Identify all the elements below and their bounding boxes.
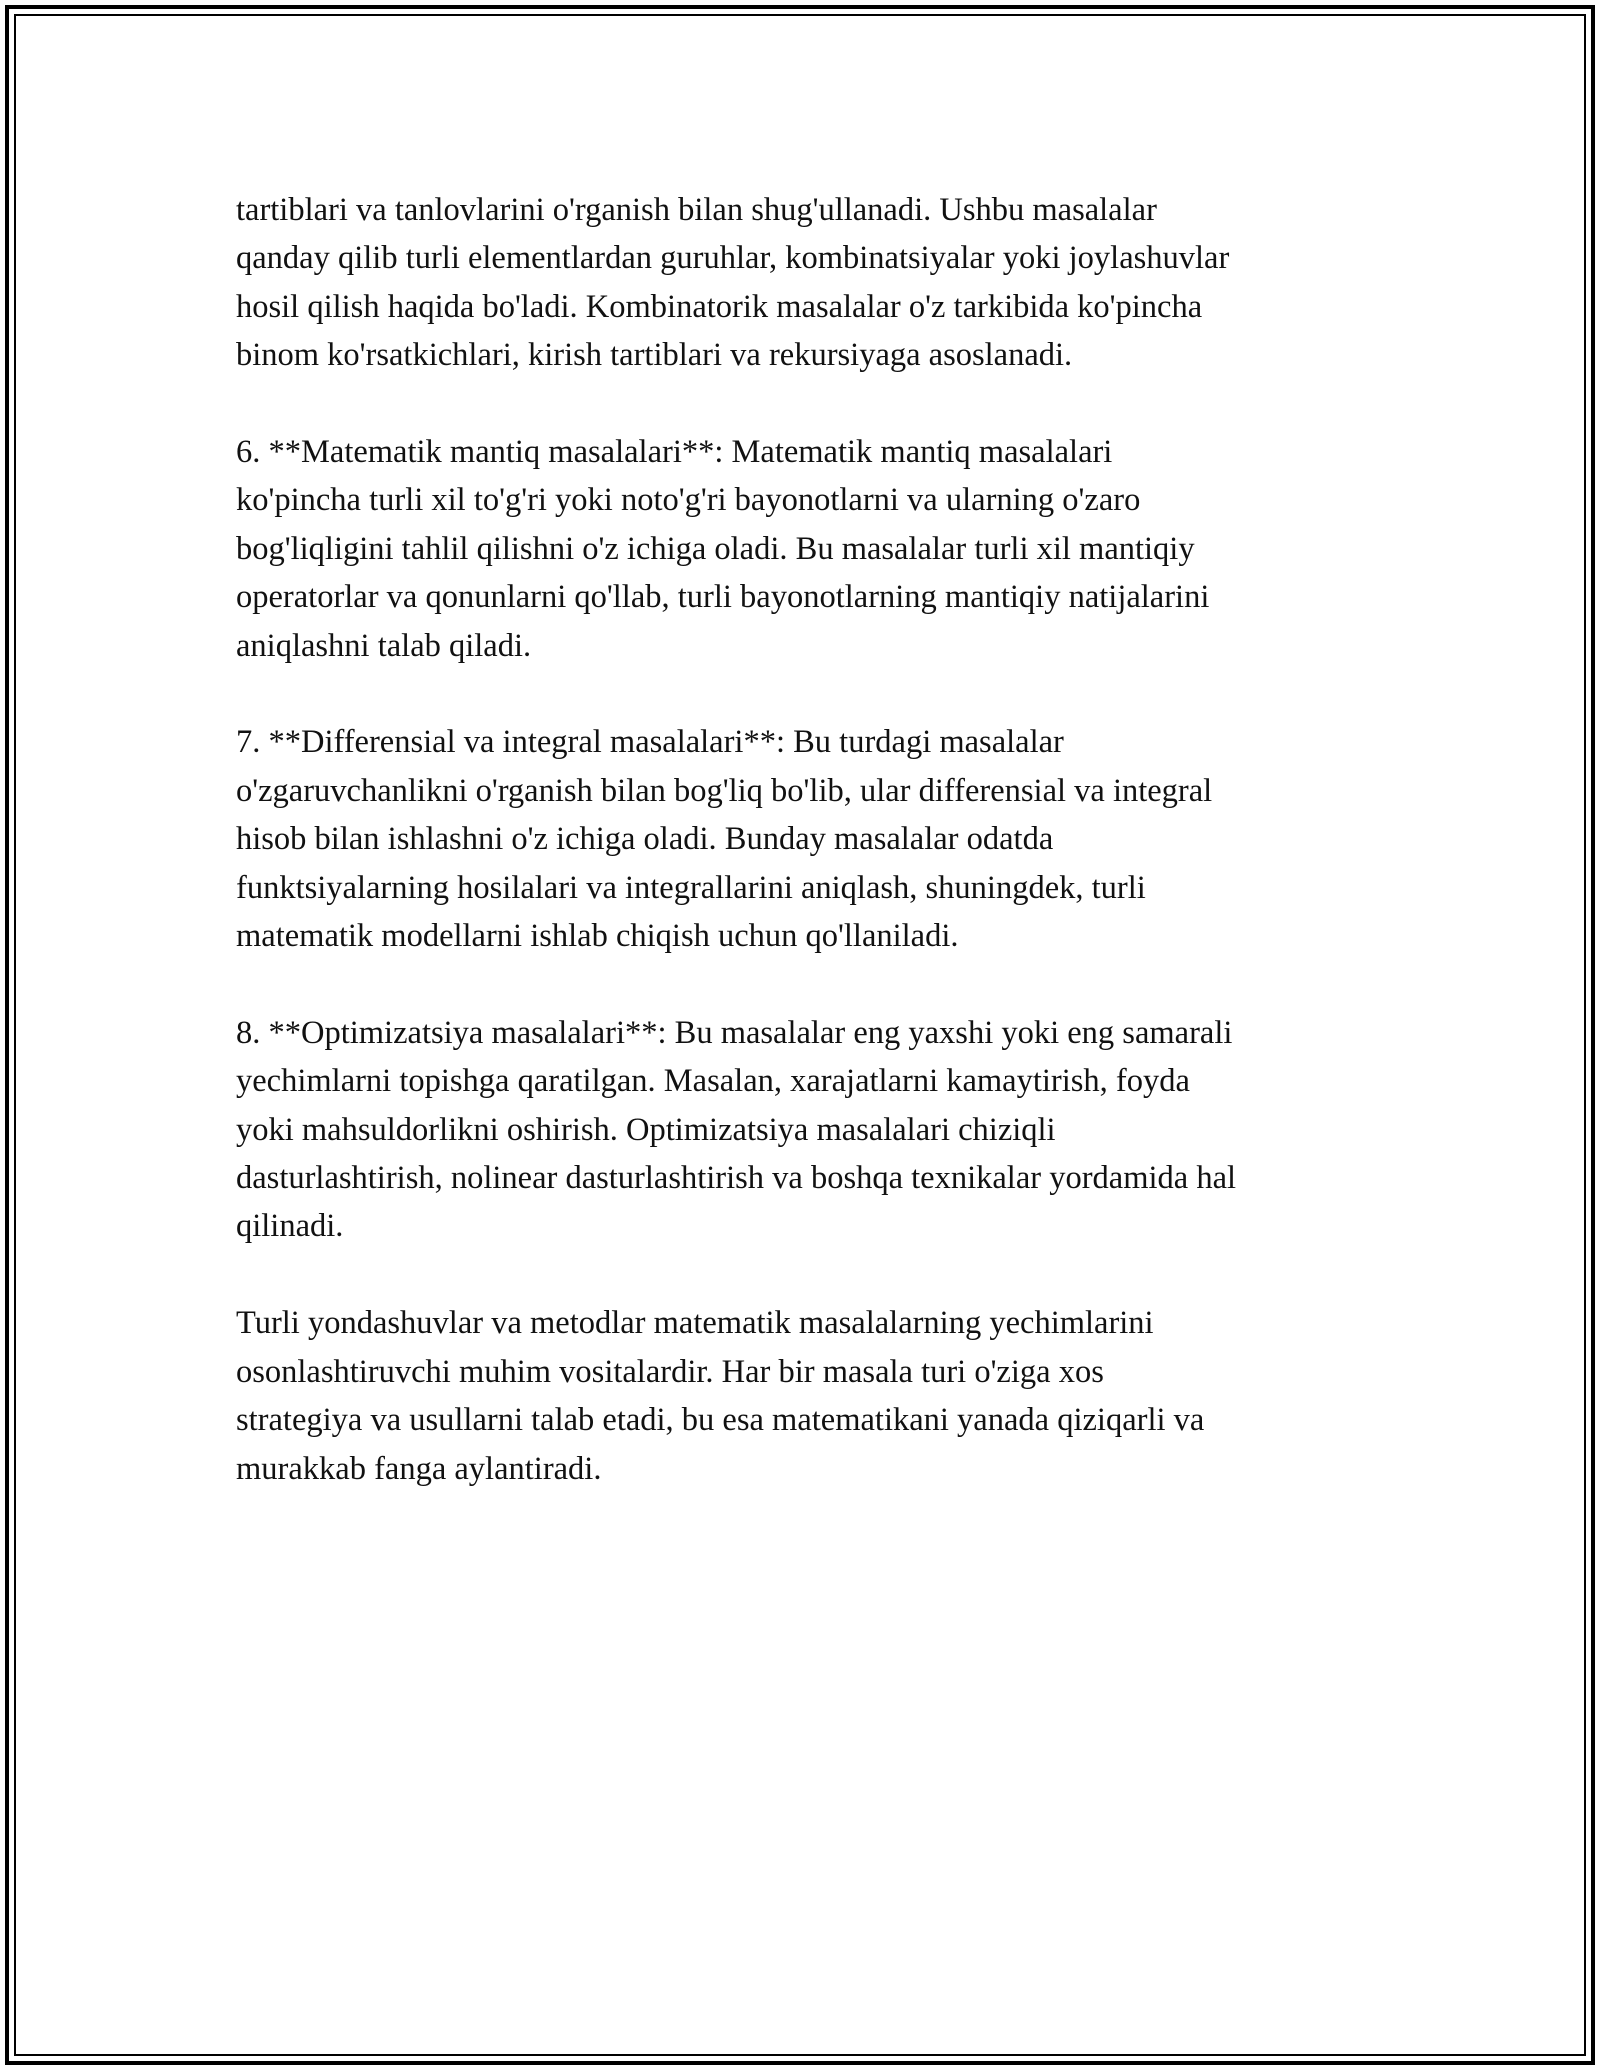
- text-line: murakkab fanga aylantiradi.: [236, 1450, 602, 1487]
- paragraph-optimization: [236, 1009, 1416, 1251]
- document-body: [236, 186, 1416, 1541]
- text-line: 8. **Optimizatsiya masalalari**: Bu masalalar eng yaxshi yoki eng samarali: [236, 1014, 1233, 1051]
- text-line: operatorlar va qonunlarni qo'llab, turli bayonotlarning mantiqiy natijalarini: [236, 579, 1210, 616]
- text-line: hosil qilish haqida bo'ladi. Kombinatorik masalalar o'z tarkibida ko'pincha: [236, 288, 1203, 325]
- text-line: qilinadi.: [236, 1208, 344, 1245]
- text-line: aniqlashni talab qiladi.: [236, 627, 532, 664]
- paragraph-conclusion: [236, 1299, 1416, 1493]
- text-line: o'zgaruvchanlikni o'rganish bilan bog'liq bo'lib, ular differensial va integral: [236, 772, 1213, 809]
- text-line: matematik modellarni ishlab chiqish uchun qo'llaniladi.: [236, 918, 959, 955]
- text-line: yechimlarni topishga qaratilgan. Masalan, xarajatlarni kamaytirish, foyda: [236, 1063, 1190, 1100]
- text-line: strategiya va usullarni talab etadi, bu esa matematikani yanada qiziqarli va: [236, 1402, 1205, 1439]
- text-line: hisob bilan ishlashni o'z ichiga oladi. Bunday masalalar odatda: [236, 821, 1054, 858]
- text-line: 6. **Matematik mantiq masalalari**: Matematik mantiq masalalari: [236, 434, 1113, 471]
- text-line: qanday qilib turli elementlardan guruhlar, kombinatsiyalar yoki joylashuvlar: [236, 240, 1230, 277]
- paragraph-differential-integral: [236, 718, 1416, 960]
- text-line: dasturlashtirish, nolinear dasturlashtirish va boshqa texnikalar yordamida hal: [236, 1160, 1237, 1197]
- text-line: bog'liqligini tahlil qilishni o'z ichiga oladi. Bu masalalar turli xil mantiqiy: [236, 530, 1195, 567]
- text-line: binom ko'rsatkichlari, kirish tartiblari va rekursiyaga asoslanadi.: [236, 337, 1073, 374]
- text-line: funktsiyalarning hosilalari va integrallarini aniqlash, shuningdek, turli: [236, 869, 1146, 906]
- text-line: Turli yondashuvlar va metodlar matematik masalalarning yechimlarini: [236, 1305, 1154, 1342]
- paragraph-logic-problems: [236, 428, 1416, 670]
- text-line: osonlashtiruvchi muhim vositalardir. Har bir masala turi o'ziga xos: [236, 1353, 1104, 1390]
- text-line: yoki mahsuldorlikni oshirish. Optimizatsiya masalalari chiziqli: [236, 1111, 1056, 1148]
- text-line: tartiblari va tanlovlarini o'rganish bilan shug'ullanadi. Ushbu masalalar: [236, 192, 1157, 228]
- text-line: 7. **Differensial va integral masalalari**: Bu turdagi masalalar: [236, 724, 1064, 761]
- text-line: ko'pincha turli xil to'g'ri yoki noto'g'ri bayonotlarni va ularning o'zaro: [236, 482, 1141, 519]
- paragraph-combinatorics: [236, 186, 1416, 380]
